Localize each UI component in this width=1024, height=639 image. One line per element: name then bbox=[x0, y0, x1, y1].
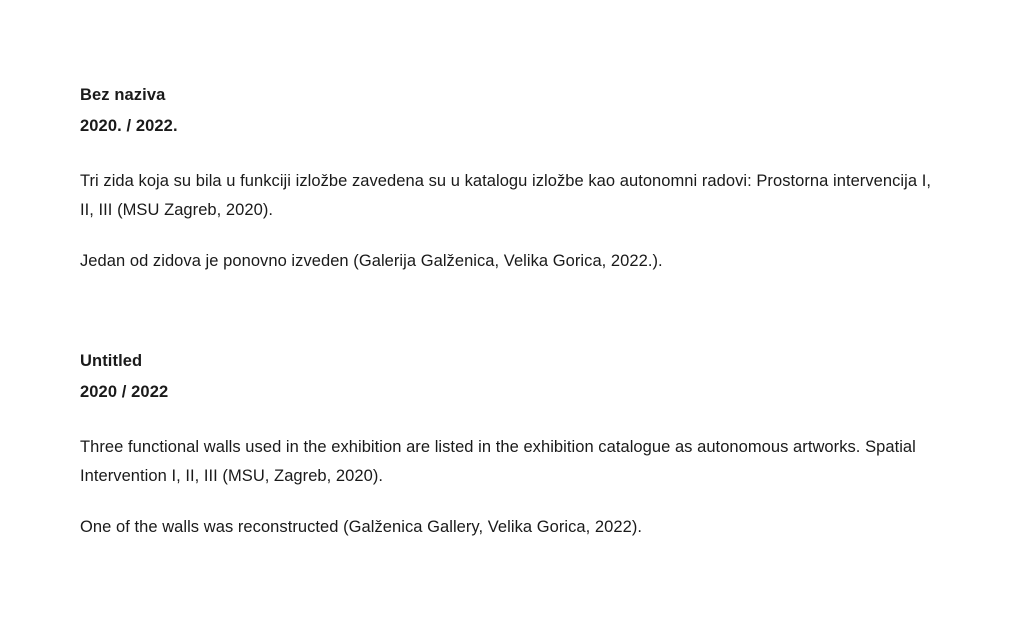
section-english-subtitle: 2020 / 2022 bbox=[80, 383, 169, 401]
section-croatian-paragraph-1: Tri zida koja su bila u funkciji izložbe zavedena su u katalogu izložbe kao autonomni radovi: Prostorna intervencija I, II, III (MSU Zagreb, 2020). bbox=[80, 172, 931, 219]
section-croatian-paragraph-2: Jedan od zidova je ponovno izveden (Galerija Galženica, Velika Gorica, 2022.). bbox=[80, 252, 663, 270]
section-croatian-title: Bez naziva bbox=[80, 86, 166, 104]
section-english-title: Untitled bbox=[80, 352, 143, 370]
section-spacer bbox=[80, 276, 940, 346]
document-content bbox=[80, 80, 940, 542]
spacer bbox=[80, 225, 940, 247]
section-croatian bbox=[80, 80, 940, 276]
spacer bbox=[80, 142, 940, 167]
spacer bbox=[80, 408, 940, 433]
section-croatian-subtitle: 2020. / 2022. bbox=[80, 117, 178, 135]
spacer bbox=[80, 491, 940, 513]
section-english-paragraph-2: One of the walls was reconstructed (Galženica Gallery, Velika Gorica, 2022). bbox=[80, 518, 642, 536]
section-english-paragraph-1: Three functional walls used in the exhibition are listed in the exhibition catalogue as autonomous artworks. Spatial Intervention I, II, III (MSU, Zagreb, 2020). bbox=[80, 438, 916, 485]
section-english bbox=[80, 346, 940, 542]
